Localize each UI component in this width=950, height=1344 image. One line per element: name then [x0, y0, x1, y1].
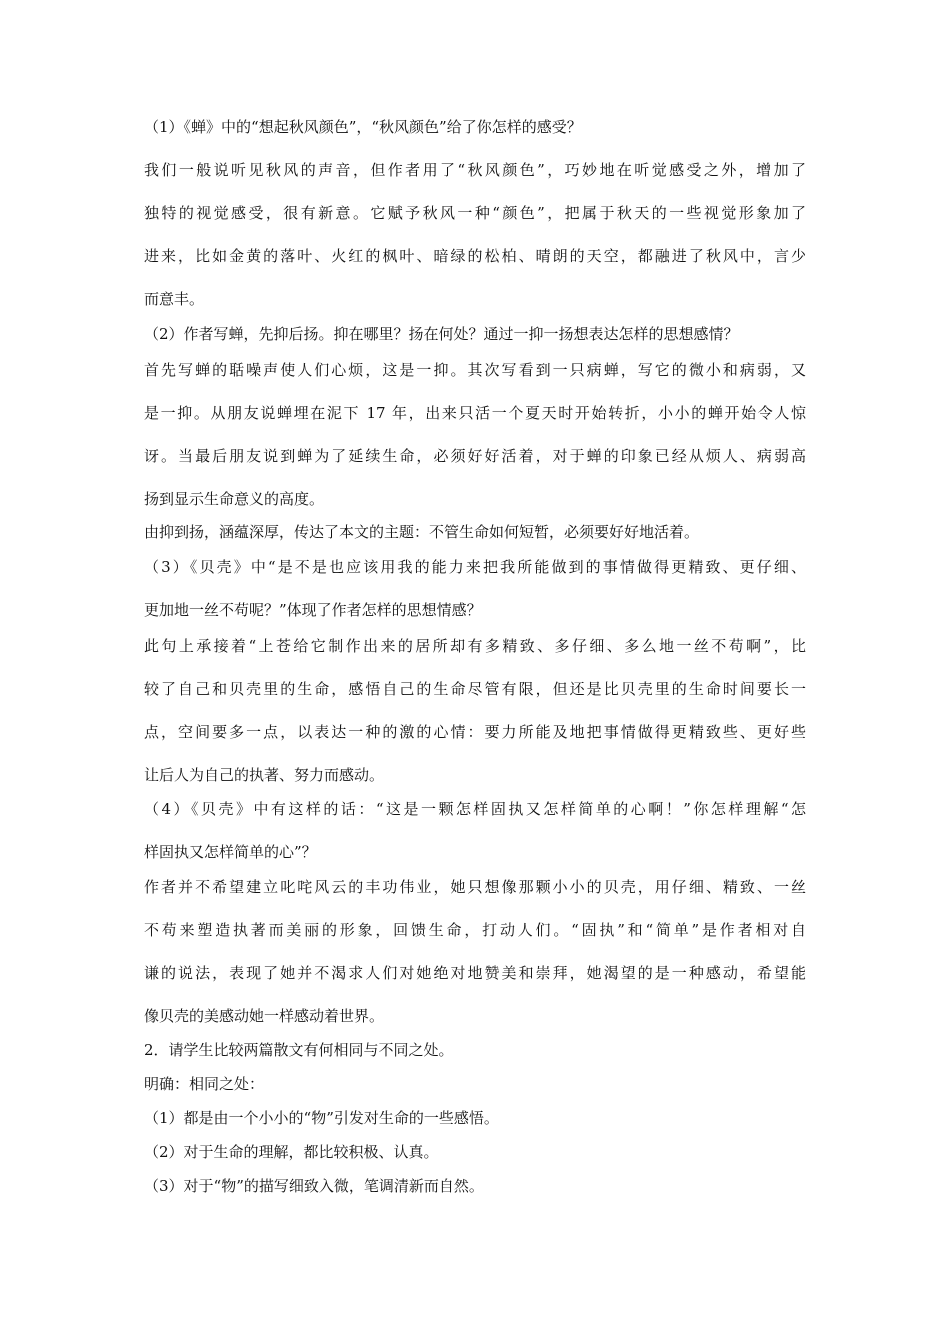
- answer-2-line-2: 是一抑。从朋友说蝉埋在泥下 17 年，出来只活一个夏天时开始转折，小小的蝉开始令人惊: [144, 404, 806, 422]
- question-3-line-1: （3）《贝壳》中“是不是也应该用我的能力来把我所能做到的事情做得更精致、更仔细、: [144, 558, 806, 576]
- answer-3-line-2: 较了自己和贝壳里的生命，感悟自己的生命尽管有限，但还是比贝壳里的生命时间要长一: [144, 680, 806, 698]
- answer-4-line-2: 不苟来塑造执著而美丽的形象，回馈生命，打动人们。“固执”和“简单”是作者相对自: [144, 921, 806, 939]
- similarity-3: （3）对于“物”的描写细致入微，笔调清新而自然。: [144, 1177, 484, 1195]
- answer-4-line-4: 像贝壳的美感动她一样感动着世界。: [144, 1007, 385, 1025]
- answer-3-line-4: 让后人为自己的执著、努力而感动。: [144, 766, 385, 784]
- answer-1-line-2: 独特的视觉感受，很有新意。它赋予秋风一种“颜色”，把属于秋天的一些视觉形象加了: [144, 204, 806, 222]
- answer-4-line-1: 作者并不希望建立叱咤风云的丰功伟业，她只想像那颗小小的贝壳，用仔细、精致、一丝: [144, 878, 806, 896]
- clarify-label: 明确：相同之处：: [144, 1075, 265, 1093]
- question-4-line-2: 样固执又怎样简单的心”？: [144, 843, 317, 861]
- answer-4-line-3: 谦的说法，表现了她并不渴求人们对她绝对地赞美和崇拜，她渴望的是一种感动，希望能: [144, 964, 806, 982]
- answer-2-line-4: 扬到显示生命意义的高度。: [144, 490, 325, 508]
- answer-3-line-3: 点，空间要多一点，以表达一种的激的心情：要力所能及地把事情做得更精致些、更好些: [144, 723, 806, 741]
- similarity-2: （2）对于生命的理解，都比较积极、认真。: [144, 1143, 439, 1161]
- answer-1-line-4: 而意丰。: [144, 290, 205, 308]
- question-4-line-1: （4）《贝壳》中有这样的话：“这是一颗怎样固执又怎样简单的心啊！”你怎样理解“怎: [144, 800, 806, 818]
- question-3-line-2: 更加地一丝不苟呢？”体现了作者怎样的思想情感？: [144, 601, 482, 619]
- section-2-heading: 2．请学生比较两篇散文有何相同与不同之处。: [144, 1041, 454, 1059]
- answer-2-summary: 由抑到扬，涵蕴深厚，传达了本文的主题：不管生命如何短暂，必须要好好地活着。: [144, 523, 700, 541]
- answer-1-line-1: 我们一般说听见秋风的声音，但作者用了“秋风颜色”，巧妙地在听觉感受之外，增加了: [144, 161, 806, 179]
- answer-3-line-1: 此句上承接着“上苍给它制作出来的居所却有多精致、多仔细、多么地一丝不苟啊”，比: [144, 637, 806, 655]
- question-1: （1）《蝉》中的“想起秋风颜色”，“秋风颜色”给了你怎样的感受？: [144, 118, 582, 136]
- answer-1-line-3: 进来，比如金黄的落叶、火红的枫叶、暗绿的松柏、晴朗的天空，都融进了秋风中，言少: [144, 247, 806, 265]
- answer-2-line-3: 讶。当最后朋友说到蝉为了延续生命，必须好好活着，对于蝉的印象已经从烦人、病弱高: [144, 447, 806, 465]
- answer-2-line-1: 首先写蝉的聒噪声使人们心烦，这是一抑。其次写看到一只病蝉，写它的微小和病弱，又: [144, 361, 806, 379]
- question-2: （2）作者写蝉，先抑后扬。抑在哪里？扬在何处？通过一抑一扬想表达怎样的思想感情？: [144, 325, 739, 343]
- similarity-1: （1）都是由一个小小的“物”引发对生命的一些感悟。: [144, 1109, 499, 1127]
